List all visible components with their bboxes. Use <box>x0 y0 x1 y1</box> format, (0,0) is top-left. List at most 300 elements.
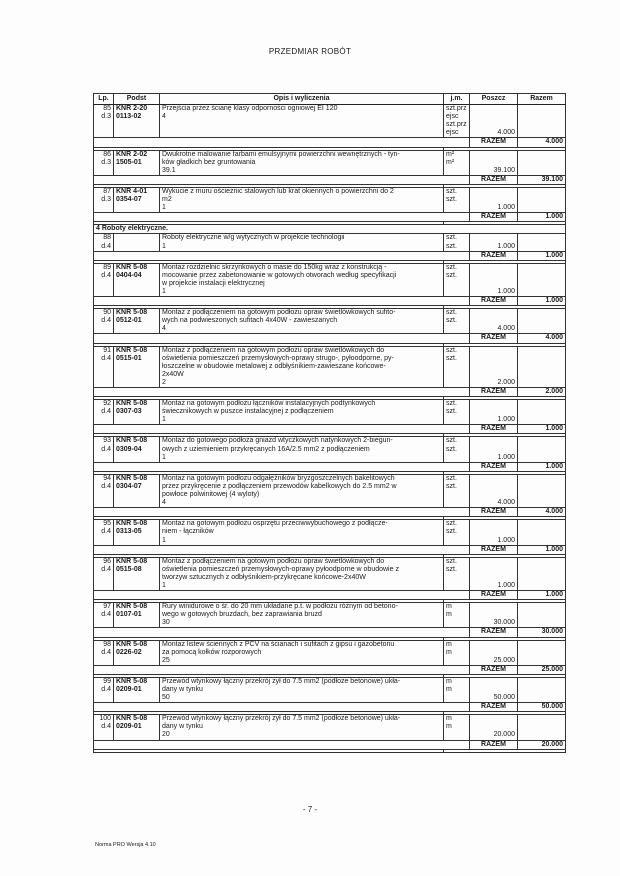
item-description-text: Montaż do gotowego podłoża gniazd wtyczkowych natynkowych 2-biegun- owych z uziemieniem przykręcanych 16A/2.5 mm2 z podłączeniem <box>162 437 393 453</box>
table-row <box>94 603 566 628</box>
table-row <box>94 187 566 212</box>
item-calculation: 30 <box>162 619 170 627</box>
item-lp-number: 98 <box>103 640 111 648</box>
item-code-position: 1505-01 <box>116 158 142 166</box>
item-description <box>160 234 444 251</box>
item-code-catalog: KNR 2-02 <box>116 150 148 158</box>
item-unit-top: szt. <box>446 400 457 408</box>
item-code <box>114 677 160 702</box>
razem-label: RAZEM <box>470 545 518 554</box>
separator-left <box>94 749 444 752</box>
item-razem-empty <box>518 520 566 545</box>
item-lp-number: 95 <box>103 520 111 528</box>
item-unit <box>444 234 470 251</box>
item-razem-empty <box>518 187 566 212</box>
item-poszcz-value: 1.000 <box>497 536 515 544</box>
item-code-catalog: KNR 5-08 <box>116 263 148 271</box>
item-poszcz-value: 1.000 <box>497 287 515 295</box>
item-lp-number: 87 <box>103 187 111 195</box>
item-lp <box>94 400 114 425</box>
item-description <box>160 437 444 462</box>
item-unit <box>444 105 470 138</box>
razem-spacer <box>94 628 470 637</box>
header-poszcz: Poszcz <box>470 94 518 105</box>
item-code-catalog: KNR 5-08 <box>116 677 148 685</box>
item-lp-number: 88 <box>103 234 111 242</box>
item-description-text: Rury winidurowe o śr. do 20 mm układane p.t. w podłożu różnym od betono- wego w gotowych bruzdach, bez zaprawiania bruzd <box>162 603 398 619</box>
item-unit-bottom: szt. <box>446 242 457 250</box>
table-row <box>94 437 566 462</box>
item-unit-top: m <box>446 640 452 648</box>
item-code-position: 0113-02 <box>116 113 142 121</box>
page-number: - 7 - <box>302 805 318 814</box>
item-lp-division: d.4 <box>101 686 111 693</box>
item-description-text: Montaż na gotowym podłożu osprzętu przeciwwybuchowego z podłącze- niem - łączników <box>162 520 388 536</box>
item-code-catalog: KNR 5-08 <box>116 640 148 648</box>
item-razem-empty <box>518 640 566 665</box>
table-row <box>94 263 566 296</box>
item-unit <box>444 263 470 296</box>
item-poszcz-value: 4.000 <box>497 325 515 333</box>
item-lp <box>94 677 114 702</box>
item-lp-number: 97 <box>103 603 111 611</box>
item-description <box>160 603 444 628</box>
item-poszcz <box>470 557 518 590</box>
item-poszcz <box>470 234 518 251</box>
item-razem-empty <box>518 474 566 507</box>
table-row <box>94 346 566 387</box>
razem-label: RAZEM <box>470 138 518 147</box>
item-code <box>114 640 160 665</box>
item-unit <box>444 557 470 590</box>
item-description-text: Przejścia przez ścianę klasy odporności ogniowej EI 120 <box>162 105 338 113</box>
razem-label: RAZEM <box>470 175 518 184</box>
item-code <box>114 557 160 590</box>
item-calculation: 1 <box>162 287 166 295</box>
razem-label: RAZEM <box>470 591 518 600</box>
razem-value: 4.000 <box>518 508 566 517</box>
item-poszcz <box>470 520 518 545</box>
item-description <box>160 105 444 138</box>
item-unit-top: m <box>446 715 452 723</box>
item-poszcz <box>470 715 518 740</box>
razem-row <box>94 703 566 712</box>
item-calculation: 1 <box>162 453 166 461</box>
item-code <box>114 474 160 507</box>
razem-spacer <box>94 508 470 517</box>
item-description <box>160 400 444 425</box>
item-description-text: Montaż rozdzielnic skrzynkowych o masie do 150kg wraz z konstrukcją - mocowanie przez zabetonowanie w gotowych otworach według specyfikacji w projekcie instalacji elektrycznej <box>162 263 397 287</box>
razem-label: RAZEM <box>470 251 518 260</box>
item-unit-bottom: m <box>446 723 452 731</box>
razem-spacer <box>94 591 470 600</box>
item-code-catalog: KNR 5-08 <box>116 474 148 482</box>
razem-spacer <box>94 138 470 147</box>
item-description <box>160 150 444 175</box>
item-unit-top: szt. <box>446 520 457 528</box>
header-podst: Podst <box>114 94 160 105</box>
razem-row <box>94 297 566 306</box>
table-body <box>94 105 566 753</box>
item-razem-empty <box>518 437 566 462</box>
item-description-text: Przewód wtynkowy łączny przekrój żył do 7.5 mm2 (podłoże betonowe) ukła- dany w tynku <box>162 715 401 731</box>
item-unit <box>444 715 470 740</box>
razem-row <box>94 213 566 222</box>
razem-row <box>94 508 566 517</box>
razem-label: RAZEM <box>470 213 518 222</box>
item-razem-empty <box>518 400 566 425</box>
item-unit-bottom: m² <box>446 158 455 166</box>
table-row <box>94 234 566 251</box>
item-code-position: 0107-01 <box>116 611 142 619</box>
item-description <box>160 520 444 545</box>
item-unit-bottom: szt. <box>446 445 457 453</box>
razem-row <box>94 591 566 600</box>
item-unit <box>444 150 470 175</box>
item-code <box>114 715 160 740</box>
razem-label: RAZEM <box>470 703 518 712</box>
item-unit-top: szt. <box>446 309 457 317</box>
item-description <box>160 557 444 590</box>
item-unit <box>444 603 470 628</box>
item-unit-bottom: m <box>446 686 452 693</box>
item-description-text: Montaż z podłączeniem na gotowym podłożu opraw świetlówkowych sufito- wych na podwieszonych sufitach 4x40W - zawieszanych <box>162 309 396 325</box>
item-lp <box>94 640 114 665</box>
item-code-catalog: KNR 5-08 <box>116 309 148 317</box>
item-code <box>114 105 160 138</box>
section-title: 4 Roboty elektryczne. <box>94 225 566 234</box>
item-lp <box>94 309 114 334</box>
item-razem-empty <box>518 150 566 175</box>
item-lp-division: d.4 <box>101 528 111 536</box>
item-unit-top: m <box>446 677 452 685</box>
razem-row <box>94 138 566 147</box>
item-lp <box>94 263 114 296</box>
item-unit-top: szt. <box>446 234 457 242</box>
table-header <box>94 94 566 105</box>
item-unit-bottom: m <box>446 648 452 656</box>
item-lp-division: d.3 <box>101 196 111 204</box>
item-poszcz-value: 30.000 <box>493 619 515 627</box>
item-unit-top: szt. <box>446 263 457 271</box>
item-description-text: Montaż listew ściennych z PCV na ścianach i sufitach z gipsu i gazobetonu za pomocą kołków rozporowych <box>162 640 395 656</box>
item-code-catalog: KNR 2-20 <box>116 105 148 113</box>
table-row <box>94 557 566 590</box>
item-description-text: Dwukrotne malowanie farbami emulsyjnymi powierzchni wewnętrznych - tyn- ków gładkich bez gruntowania <box>162 150 400 166</box>
item-lp-division: d.4 <box>101 723 111 731</box>
item-code-catalog: KNR 5-08 <box>116 400 148 408</box>
item-code-catalog: KNR 5-08 <box>116 520 148 528</box>
razem-row <box>94 334 566 343</box>
razem-value: 50.000 <box>518 703 566 712</box>
item-lp-division: d.4 <box>101 271 111 279</box>
item-code-catalog: KNR 5-08 <box>116 603 148 611</box>
item-unit <box>444 677 470 702</box>
razem-row <box>94 175 566 184</box>
table-row <box>94 400 566 425</box>
item-code <box>114 400 160 425</box>
item-calculation: 4 <box>162 113 166 121</box>
item-lp <box>94 603 114 628</box>
item-lp-division: d.4 <box>101 445 111 453</box>
item-poszcz <box>470 346 518 387</box>
razem-label: RAZEM <box>470 425 518 434</box>
item-description <box>160 263 444 296</box>
item-poszcz <box>470 187 518 212</box>
item-poszcz-value: 20.000 <box>493 731 515 739</box>
item-calculation: 2 <box>162 378 166 386</box>
item-calculation: 1 <box>162 416 166 424</box>
item-lp-number: 100 <box>99 715 111 723</box>
item-poszcz-value: 1.000 <box>497 453 515 461</box>
item-lp-division: d.4 <box>101 565 111 573</box>
razem-spacer <box>94 213 470 222</box>
item-razem-empty <box>518 603 566 628</box>
item-poszcz-value: 4.000 <box>497 499 515 507</box>
item-code <box>114 309 160 334</box>
item-calculation: 1 <box>162 581 166 589</box>
item-poszcz-value: 1.000 <box>497 581 515 589</box>
razem-spacer <box>94 740 470 749</box>
item-poszcz-value: 25.000 <box>493 656 515 664</box>
item-lp-number: 92 <box>103 400 111 408</box>
razem-row <box>94 545 566 554</box>
item-unit-bottom: szt.prz ejsc <box>446 121 467 137</box>
item-unit-top: m² <box>446 150 455 158</box>
razem-spacer <box>94 388 470 397</box>
item-description <box>160 187 444 212</box>
item-code <box>114 437 160 462</box>
item-lp <box>94 474 114 507</box>
item-code <box>114 234 160 251</box>
item-unit-bottom: szt. <box>446 354 457 362</box>
table-row <box>94 677 566 702</box>
item-unit-top: szt. <box>446 557 457 565</box>
item-poszcz <box>470 437 518 462</box>
item-lp-number: 89 <box>103 263 111 271</box>
table-row <box>94 150 566 175</box>
razem-value: 20.000 <box>518 740 566 749</box>
item-code-position: 0304-07 <box>116 482 142 490</box>
item-unit <box>444 640 470 665</box>
razem-value: 30.000 <box>518 628 566 637</box>
item-calculation: 4 <box>162 325 166 333</box>
item-poszcz <box>470 105 518 138</box>
razem-spacer <box>94 545 470 554</box>
item-razem-empty <box>518 105 566 138</box>
item-unit <box>444 309 470 334</box>
razem-value: 2.000 <box>518 388 566 397</box>
item-lp-division: d.4 <box>101 611 111 619</box>
item-lp <box>94 105 114 138</box>
item-lp <box>94 520 114 545</box>
item-unit-top: szt. <box>446 346 457 354</box>
item-description-text: Roboty elektryczne w/g wytycznych w projekcie technologii <box>162 234 345 242</box>
row-separator <box>94 749 566 752</box>
item-code-position: 0209-01 <box>116 686 142 693</box>
item-lp <box>94 150 114 175</box>
header-opis: Opis i wyliczenia <box>160 94 444 105</box>
razem-value: 4.000 <box>518 138 566 147</box>
item-razem-empty <box>518 715 566 740</box>
item-description <box>160 715 444 740</box>
item-description-text: Montaż na gotowym podłożu łączników instalacyjnych podtynkowych świecznikowych w puszce instalacyjnej z podłączeniem <box>162 400 376 416</box>
item-lp-number: 90 <box>103 309 111 317</box>
razem-spacer <box>94 334 470 343</box>
razem-label: RAZEM <box>470 740 518 749</box>
razem-spacer <box>94 175 470 184</box>
item-poszcz-value: 1.000 <box>497 242 515 250</box>
item-lp-division: d.4 <box>101 317 111 325</box>
item-unit-bottom: m <box>446 611 452 619</box>
item-unit-bottom: szt. <box>446 196 457 204</box>
razem-value: 1.000 <box>518 462 566 471</box>
item-lp-division: d.4 <box>101 408 111 416</box>
separator-right <box>444 749 566 752</box>
razem-row <box>94 251 566 260</box>
item-calculation: 1 <box>162 536 166 544</box>
item-lp <box>94 187 114 212</box>
item-unit <box>444 437 470 462</box>
item-description-text: Wykucie z muru ościeżnic stalowych lub krat okiennych o powierzchni do 2 m2 <box>162 187 394 204</box>
razem-value: 39.100 <box>518 175 566 184</box>
razem-label: RAZEM <box>470 508 518 517</box>
item-unit-top: m <box>446 603 452 611</box>
razem-value: 1.000 <box>518 545 566 554</box>
razem-spacer <box>94 462 470 471</box>
item-description-text: Montaż z podłączeniem na gotowym podłożu opraw świetlówkowych do oświetlenia pomieszczeń przemysłowych-oprawy pyłoodporne w obudowie z tworzyw sztucznych z odbłyśnikiem-przykręcane końcowe-2x40W <box>162 557 399 581</box>
item-lp-number: 93 <box>103 437 111 445</box>
item-poszcz <box>470 474 518 507</box>
item-poszcz-value: 50.000 <box>493 694 515 702</box>
item-description <box>160 640 444 665</box>
item-lp-number: 96 <box>103 557 111 565</box>
item-razem-empty <box>518 309 566 334</box>
razem-label: RAZEM <box>470 334 518 343</box>
table-row <box>94 715 566 740</box>
header-jm: j.m. <box>444 94 470 105</box>
section-row <box>94 225 566 234</box>
razem-row <box>94 462 566 471</box>
item-calculation: 25 <box>162 656 170 664</box>
item-unit <box>444 187 470 212</box>
item-razem-empty <box>518 677 566 702</box>
item-unit-bottom: szt. <box>446 271 457 279</box>
item-unit-top: szt. <box>446 474 457 482</box>
item-lp-division: d.4 <box>101 648 111 656</box>
razem-label: RAZEM <box>470 388 518 397</box>
razem-value: 1.000 <box>518 425 566 434</box>
item-unit-bottom: szt. <box>446 408 457 416</box>
page-title: PRZEDMIAR ROBÓT <box>268 47 352 56</box>
item-lp-number: 99 <box>103 677 111 685</box>
item-description <box>160 346 444 387</box>
razem-value: 4.000 <box>518 334 566 343</box>
item-unit-bottom: szt. <box>446 482 457 490</box>
item-calculation: 4 <box>162 499 166 507</box>
table-row <box>94 520 566 545</box>
header-razem: Razem <box>518 94 566 105</box>
item-description-text: Montaż z podłączeniem na gotowym podłożu opraw świetlówkowych do oświetlenia pomieszczeń przemysłowych-oprawy strugo-, pyłoodporne, py- łoszczelne w obudowie metalowej z odbłyśnikiem-zawieszane końcowe- 2x40W <box>162 346 394 378</box>
razem-label: RAZEM <box>470 628 518 637</box>
item-lp-division: d.4 <box>101 242 111 250</box>
razem-spacer <box>94 251 470 260</box>
razem-label: RAZEM <box>470 665 518 674</box>
item-code-catalog: KNR 5-08 <box>116 437 148 445</box>
razem-spacer <box>94 703 470 712</box>
item-lp-number: 86 <box>103 150 111 158</box>
item-lp-division: d.3 <box>101 158 111 166</box>
item-lp <box>94 557 114 590</box>
razem-label: RAZEM <box>470 462 518 471</box>
item-code-position: 0404-04 <box>116 271 142 279</box>
item-code-catalog: KNR 5-08 <box>116 557 148 565</box>
item-description-text: Montaż na gotowym podłożu odgałęźników bryzgoszczelnych bakelitowych przez przykręcenie z podłączeniem przewodów kabelkowych do 2.5 mm2 w powłoce polwinitowej (4 wyloty) <box>162 474 397 499</box>
item-calculation: 39.1 <box>162 166 176 174</box>
item-code <box>114 187 160 212</box>
item-lp-division: d.4 <box>101 482 111 490</box>
item-code-position: 0309-04 <box>116 445 142 453</box>
item-code <box>114 150 160 175</box>
item-unit-bottom: szt. <box>446 565 457 573</box>
item-description <box>160 677 444 702</box>
item-unit-top: szt. <box>446 187 457 195</box>
item-lp-number: 85 <box>103 105 111 113</box>
cost-estimate-table <box>93 93 566 753</box>
item-lp-division: d.3 <box>101 113 111 121</box>
item-code-position: 0209-01 <box>116 723 142 731</box>
razem-value: 25.000 <box>518 665 566 674</box>
item-unit-bottom: szt. <box>446 317 457 325</box>
item-calculation: 1 <box>162 242 166 250</box>
item-code-position: 0515-08 <box>116 565 142 573</box>
item-poszcz <box>470 400 518 425</box>
item-razem-empty <box>518 263 566 296</box>
item-description <box>160 309 444 334</box>
item-code-position: 0313-05 <box>116 528 142 536</box>
razem-row <box>94 388 566 397</box>
table-row <box>94 309 566 334</box>
razem-spacer <box>94 297 470 306</box>
item-poszcz-value: 1.000 <box>497 204 515 212</box>
item-razem-empty <box>518 234 566 251</box>
item-calculation: 1 <box>162 204 166 212</box>
item-unit <box>444 346 470 387</box>
item-lp-number: 94 <box>103 474 111 482</box>
item-code <box>114 520 160 545</box>
item-poszcz-value: 2.000 <box>497 378 515 386</box>
item-code-position: 0515-01 <box>116 354 142 362</box>
item-description-text: Przewód wtynkowy łączny przekrój żył do 7.5 mm2 (podłoże betonowe) ukła- dany w tynku <box>162 677 401 693</box>
razem-spacer <box>94 665 470 674</box>
item-code-catalog: KNR 5-08 <box>116 346 148 354</box>
item-calculation: 50 <box>162 694 170 702</box>
item-poszcz <box>470 677 518 702</box>
item-description <box>160 474 444 507</box>
razem-row <box>94 425 566 434</box>
item-code-position: 0226-02 <box>116 648 142 656</box>
item-unit-top: szt. <box>446 437 457 445</box>
item-lp <box>94 234 114 251</box>
item-razem-empty <box>518 346 566 387</box>
item-lp <box>94 346 114 387</box>
item-code-catalog: KNR 4-01 <box>116 187 148 195</box>
razem-row <box>94 665 566 674</box>
item-poszcz-value: 4.000 <box>497 129 515 137</box>
table-row <box>94 640 566 665</box>
item-lp-division: d.4 <box>101 354 111 362</box>
razem-value: 1.000 <box>518 251 566 260</box>
